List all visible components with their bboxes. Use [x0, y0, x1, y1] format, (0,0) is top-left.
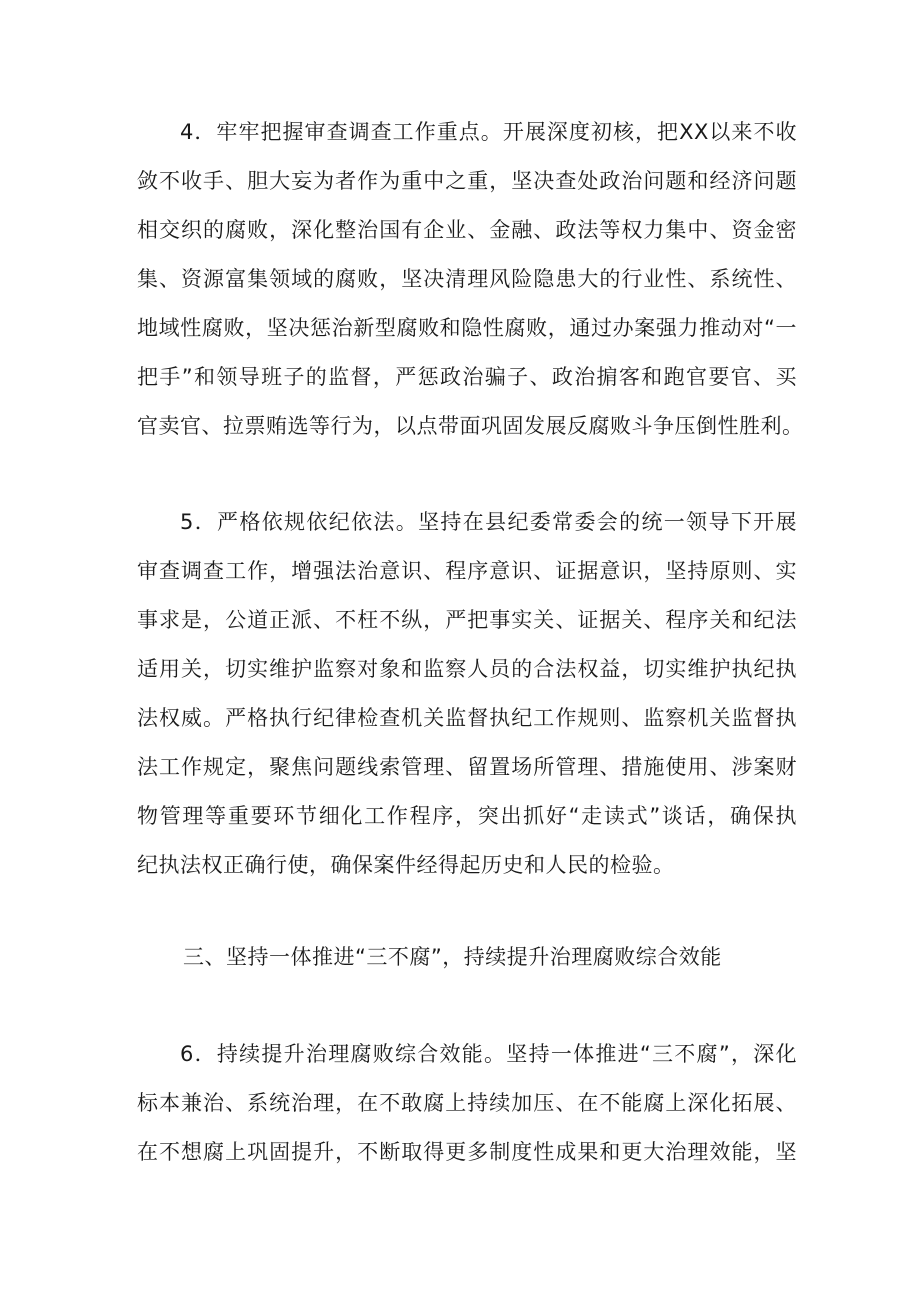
text-line: 法工作规定，聚焦问题线索管理、留置场所管理、措施使用、涉案财 [137, 755, 797, 779]
text-line: 地域性腐败，坚决惩治新型腐败和隐性腐败，通过办案强力推动对“一 [137, 316, 797, 340]
text-line: 官卖官、拉票贿选等行为，以点带面巩固发展反腐败斗争压倒性胜利。 [137, 414, 804, 438]
text-line: 敛不收手、胆大妄为者作为重中之重，坚决查处政治问题和经济问题 [137, 169, 797, 193]
text-line: 适用关，切实维护监察对象和监察人员的合法权益，切实维护执纪执 [137, 657, 797, 681]
text-line: 纪执法权正确行使，确保案件经得起历史和人民的检验。 [137, 853, 675, 877]
text-line: 把手”和领导班子的监督，严惩政治骗子、政治掮客和跑官要官、买 [137, 365, 797, 389]
text-line: 4．牢牢把握审查调查工作重点。开展深度初核，把XX以来不收 [180, 120, 797, 144]
text-line: 法权威。严格执行纪律检查机关监督执纪工作规则、监察机关监督执 [137, 706, 797, 730]
text-line: 事求是，公道正派、不枉不纵，严把事实关、证据关、程序关和纪法 [137, 608, 797, 632]
section-heading: 三、坚持一体推进“三不腐”，持续提升治理腐败综合效能 [183, 945, 722, 969]
text-line: 在不想腐上巩固提升，不断取得更多制度性成果和更大治理效能，坚 [137, 1140, 797, 1164]
text-line: 集、资源富集领域的腐败，坚决清理风险隐患大的行业性、系统性、 [137, 267, 797, 291]
text-line: 审查调查工作，增强法治意识、程序意识、证据意识，坚持原则、实 [137, 559, 797, 583]
text-line: 标本兼治、系统治理，在不敢腐上持续加压、在不能腐上深化拓展、 [137, 1091, 797, 1115]
text-line: 5．严格依规依纪依法。坚持在县纪委常委会的统一领导下开展 [180, 510, 797, 534]
text-line: 6．持续提升治理腐败综合效能。坚持一体推进“三不腐”，深化 [180, 1042, 797, 1066]
text-line: 物管理等重要环节细化工作程序，突出抓好“走读式”谈话，确保执 [137, 804, 797, 828]
text-line: 相交织的腐败，深化整治国有企业、金融、政法等权力集中、资金密 [137, 218, 797, 242]
